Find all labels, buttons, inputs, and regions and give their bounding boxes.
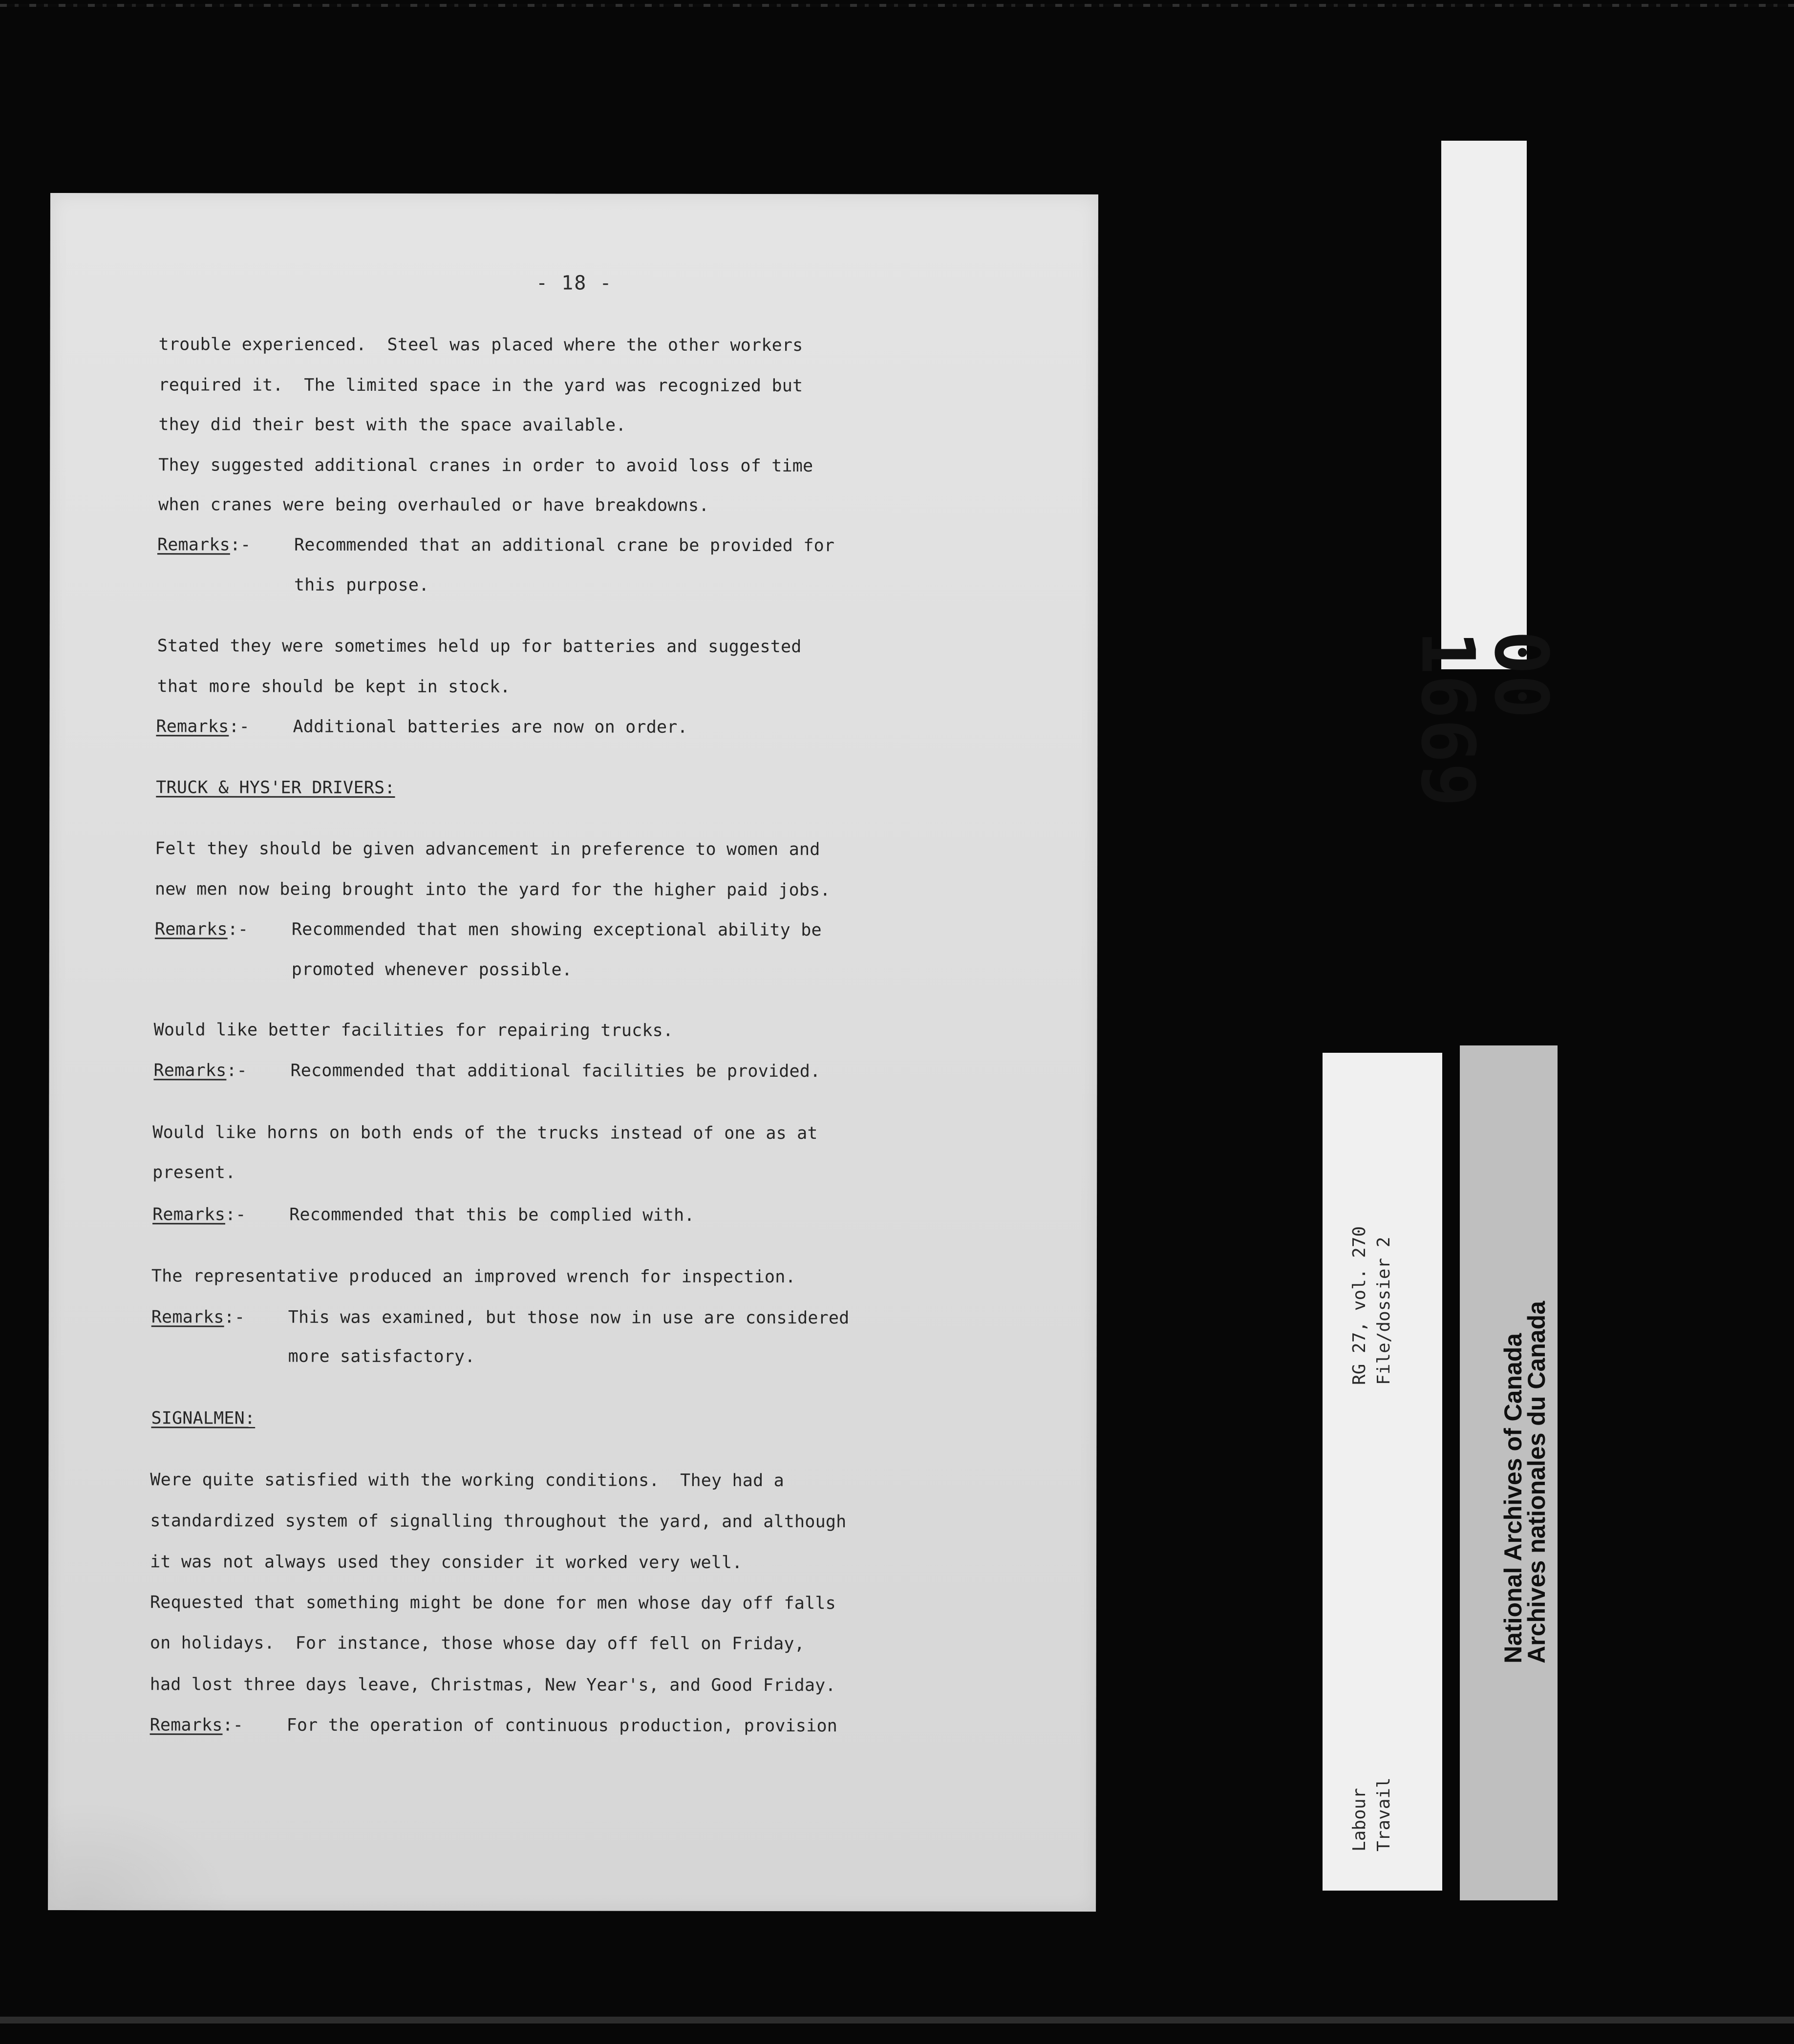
- text-line: this purpose.: [294, 575, 429, 596]
- remarks-label: Remarks: [157, 535, 230, 555]
- remarks-line: [150, 1715, 244, 1735]
- remarks-suffix: :-: [224, 1307, 245, 1327]
- remarks-label: Remarks: [153, 1061, 227, 1081]
- text-line: new men now being brought into the yard for the higher paid jobs.: [154, 879, 831, 900]
- text-line: trouble experienced. Steel was placed where the other workers: [158, 335, 803, 356]
- reference-line-travail: Travail: [1374, 1777, 1394, 1852]
- remarks-suffix: :-: [226, 1061, 247, 1081]
- remarks-line: [152, 1205, 246, 1224]
- remarks-suffix: :-: [227, 919, 249, 939]
- remarks-suffix: :-: [225, 1205, 246, 1225]
- text-line: that more should be kept in stock.: [157, 677, 511, 697]
- text-line: Would like horns on both ends of the trucks instead of one as at: [152, 1123, 818, 1144]
- remarks-label: Remarks: [154, 919, 228, 939]
- remarks-line: [156, 717, 250, 736]
- archive-label: [1460, 1045, 1558, 1900]
- text-line: Recommended that additional facilities be provided.: [290, 1061, 821, 1082]
- text-line: For the operation of continuous production, provision: [286, 1715, 838, 1736]
- text-line: The representative produced an improved wrench for inspection.: [151, 1266, 796, 1287]
- section-heading: TRUCK & HYS'ER DRIVERS:: [156, 778, 395, 798]
- text-line: This was examined, but those now in use are considered: [288, 1307, 850, 1328]
- remarks-line: [155, 919, 249, 939]
- reference-label: [1323, 1053, 1442, 1891]
- text-line: Were quite satisfied with the working conditions. They had a: [150, 1470, 784, 1491]
- text-line: Felt they should be given advancement in preference to women and: [155, 839, 820, 860]
- text-line: present.: [152, 1163, 236, 1183]
- archive-name-en: National Archives of Canada: [1499, 1333, 1527, 1663]
- page-stain: [48, 1803, 234, 1911]
- remarks-label: Remarks: [151, 1307, 224, 1327]
- frame-number: 00 1669: [1405, 630, 1563, 807]
- remarks-suffix: :-: [229, 717, 250, 737]
- text-line: Recommended that this be complied with.: [289, 1205, 695, 1225]
- remarks-label: Remarks: [150, 1715, 223, 1735]
- text-line: had lost three days leave, Christmas, New Year's, and Good Friday.: [150, 1675, 836, 1696]
- text-line: it was not always used they consider it worked very well.: [150, 1552, 743, 1573]
- text-line: standardized system of signalling throughout the yard, and although: [150, 1511, 847, 1532]
- text-line: on holidays. For instance, those whose day off fell on Friday,: [150, 1633, 805, 1654]
- text-line: more satisfactory.: [288, 1346, 475, 1367]
- text-line: Stated they were sometimes held up for batteries and suggested: [157, 636, 802, 657]
- remarks-line: [151, 1307, 245, 1327]
- text-line: Requested that something might be done for men whose day off falls: [150, 1593, 836, 1614]
- text-line: Additional batteries are now on order.: [293, 717, 688, 737]
- text-line: promoted whenever possible.: [291, 959, 573, 980]
- text-line: when cranes were being overhauled or have breakdowns.: [158, 495, 709, 515]
- text-line: Would like better facilities for repairing trucks.: [153, 1020, 674, 1041]
- text-line: they did their best with the space available.: [158, 415, 626, 435]
- text-line: required it. The limited space in the yard was recognized but: [158, 375, 803, 396]
- typewritten-page: [48, 193, 1098, 1912]
- remarks-label: Remarks: [152, 1205, 226, 1225]
- film-edge-top: [0, 4, 1794, 7]
- remarks-line: [153, 1061, 247, 1080]
- remarks-label: Remarks: [156, 717, 229, 737]
- text-line: Recommended that an additional crane be provided for: [294, 535, 835, 556]
- text-line: Recommended that men showing exceptional ability be: [291, 919, 822, 940]
- text-line: They suggested additional cranes in order to avoid loss of time: [158, 455, 813, 476]
- reference-line-file: File/dossier 2: [1374, 1236, 1394, 1385]
- remarks-line: [157, 535, 251, 554]
- frame-number-strip: [1405, 141, 1563, 807]
- archive-name-fr: Archives nationales du Canada: [1523, 1301, 1550, 1663]
- remarks-suffix: :-: [222, 1715, 244, 1735]
- reference-line-rg: RG 27, vol. 270: [1349, 1226, 1369, 1385]
- remarks-suffix: :-: [230, 535, 251, 555]
- film-edge-bottom: [0, 2017, 1794, 2023]
- section-heading: SIGNALMEN:: [151, 1408, 256, 1428]
- reference-line-labour: Labour: [1349, 1788, 1369, 1852]
- page-number: - 18 -: [535, 272, 613, 295]
